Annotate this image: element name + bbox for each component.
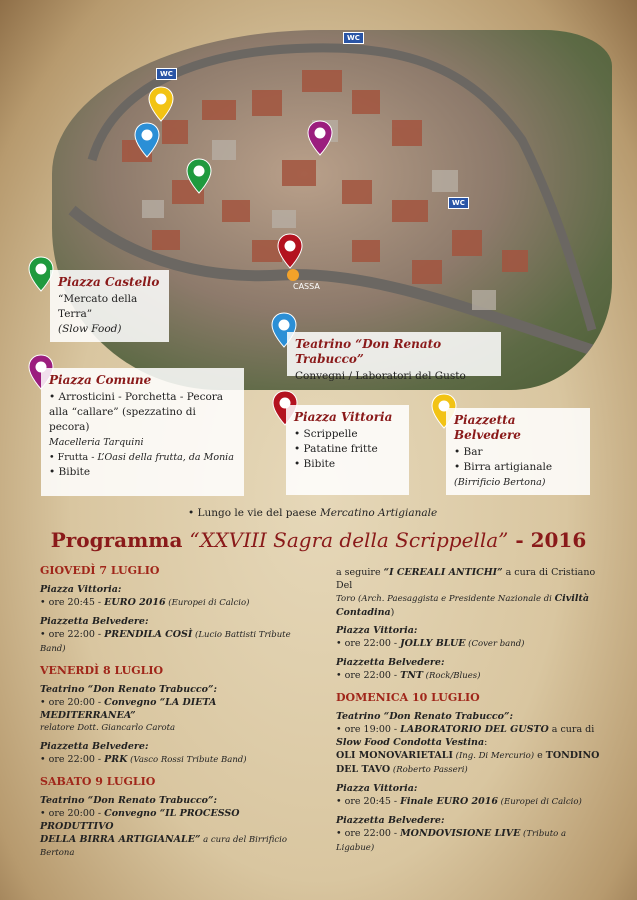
event-line: relatore Dott. Giancarlo Carota [40, 723, 176, 733]
location-label: Piazzetta Belvedere: [40, 741, 149, 752]
event-line: Bertona [40, 848, 75, 858]
day-heading: DOMENICA 10 LUGLIO [336, 691, 480, 704]
box-line: • Bibite [49, 466, 91, 478]
location-label: Piazza Vittoria: [336, 625, 418, 636]
box-piazzetta-belvedere [446, 408, 590, 495]
program-title: Programma “XXVIII Sagra della Scrippella” - 2016 [50, 528, 587, 552]
event-line: • ore 22:00 - TNT (Rock/Blues) [336, 670, 481, 681]
magenta-pin-icon [307, 120, 333, 156]
red-pin-icon [277, 233, 303, 269]
box-piazza-castello [50, 270, 169, 342]
box-line: • Bibite [294, 458, 336, 470]
box-title: Teatrino “Don Renato Trabucco” [295, 337, 442, 366]
location-label: Piazzetta Belvedere: [40, 616, 149, 627]
event-line: • ore 19:00 - LABORATORIO DEL GUSTO a cura di [336, 724, 595, 735]
event-line: • ore 20:45 - Finale EURO 2016 (Europei di Calcio) [336, 796, 582, 807]
location-label: Teatrino “Don Renato Trabucco”: [336, 711, 513, 722]
box-line: (Birrificio Bertona) [454, 477, 546, 488]
event-line: • ore 22:00 - PRK (Vasco Rossi Tribute Band) [40, 754, 247, 765]
box-line: Convegni / Laboratori del Gusto [295, 370, 466, 382]
box-title: Piazza Comune [49, 373, 152, 387]
market-note: • Lungo le vie del paese Mercatino Artigianale [188, 507, 438, 519]
box-line: Macelleria Tarquini [49, 437, 144, 448]
location-label: Piazzetta Belvedere: [336, 657, 445, 668]
event-line: • ore 22:00 - JOLLY BLUE (Cover band) [336, 638, 525, 649]
event-line: • ore 22:00 - MONDOVISIONE LIVE (Tributo a Ligabue) [336, 828, 567, 853]
cassa-label: CASSA [293, 282, 320, 291]
location-label: Teatrino “Don Renato Trabucco”: [40, 684, 217, 695]
box-piazza-vittoria [286, 405, 409, 495]
event-line: Slow Food Condotta Vestina: [336, 737, 488, 748]
event-line: • ore 20:00 - Convegno “LA DIETA MEDITERRANEA” [40, 697, 217, 721]
event-line: Toro (Arch. Paesaggista e Presidente Nazionale di Civiltà [336, 593, 590, 604]
day-heading: SABATO 9 LUGLIO [40, 775, 156, 788]
program-left-column [40, 556, 310, 860]
box-line: • Birra artigianale [454, 461, 553, 473]
day-heading: GIOVEDÌ 7 LUGLIO [40, 564, 160, 577]
box-teatrino [287, 332, 501, 382]
box-line: • Frutta - L’Oasi della frutta, da Monia [49, 452, 234, 463]
box-title: Piazza Vittoria [294, 410, 393, 424]
event-line: a seguire “I CEREALI ANTICHI” a cura di Cristiano Del [336, 567, 596, 591]
box-line: “Mercato della Terra” [58, 293, 138, 320]
event-line: OLI MONOVARIETALI (Ing. Di Mercurio) e TONDINO [336, 750, 600, 761]
event-line: Contadina) [336, 607, 395, 618]
box-title: Piazzetta Belvedere [454, 413, 521, 442]
box-title: Piazza Castello [58, 275, 160, 289]
location-label: Piazza Vittoria: [336, 783, 418, 794]
event-line: • ore 22:00 - PRENDILA COSÌ (Lucio Battisti Tribute Band) [40, 629, 291, 654]
box-line: • Bar [454, 446, 483, 458]
box-piazza-comune [41, 368, 244, 496]
cassa-dot [287, 269, 299, 281]
event-line: DELLA BIRRA ARTIGIANALE” a cura del Birrificio [40, 834, 287, 845]
event-line: • ore 20:45 - EURO 2016 (Europei di Calcio) [40, 597, 250, 608]
box-line: • Scrippelle [294, 428, 358, 440]
box-line: • Arrosticini - Porchetta - Pecora [49, 391, 224, 403]
location-label: Teatrino “Don Renato Trabucco”: [40, 795, 217, 806]
wc-marker: WC [448, 197, 469, 209]
yellow-pin-icon [148, 86, 174, 122]
blue-pin-icon [134, 122, 160, 158]
location-label: Piazzetta Belvedere: [336, 815, 445, 826]
box-line: alla “callare” (spezzatino di pecora) [49, 406, 196, 433]
box-line: (Slow Food) [58, 323, 122, 335]
wc-marker: WC [343, 32, 364, 44]
day-heading: VENERDÌ 8 LUGLIO [40, 664, 164, 677]
box-line: • Patatine fritte [294, 443, 378, 455]
wc-marker: WC [156, 68, 177, 80]
green-pin-icon [186, 158, 212, 194]
event-line: • ore 20:00 - Convegno “IL PROCESSO PRODUTTIVO [40, 808, 240, 832]
program-right-column [336, 566, 604, 860]
event-line: DEL TAVO (Roberto Passeri) [336, 764, 468, 775]
location-label: Piazza Vittoria: [40, 584, 122, 595]
